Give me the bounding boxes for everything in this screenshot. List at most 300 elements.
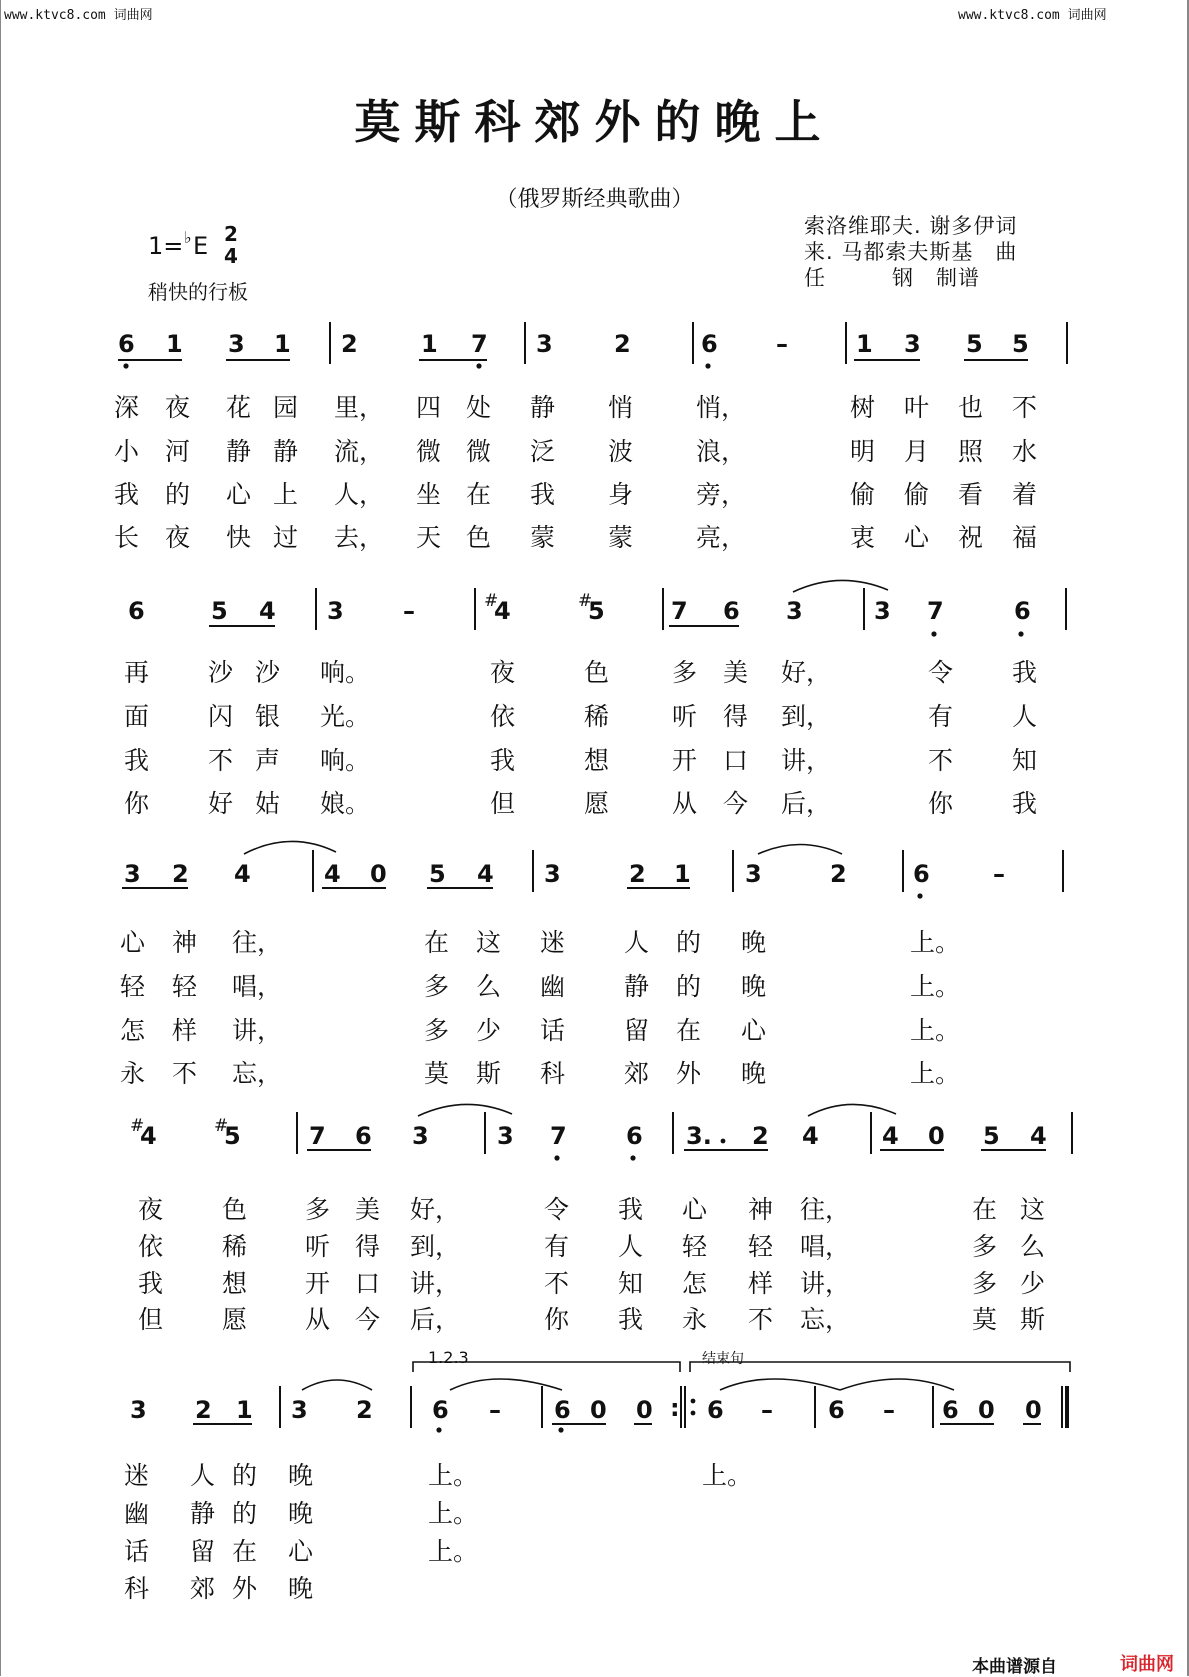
lyric: 银 bbox=[255, 702, 281, 731]
note: 4 bbox=[140, 1122, 157, 1150]
note: 2 bbox=[752, 1122, 769, 1150]
note: 4 bbox=[494, 597, 511, 625]
lyric: 轻 bbox=[682, 1232, 708, 1261]
note: 0 bbox=[1025, 1396, 1042, 1424]
lyric: 人 bbox=[190, 1461, 216, 1490]
lyric: 愿 bbox=[222, 1305, 248, 1334]
note: 4 bbox=[324, 860, 341, 888]
lyric: 偷 bbox=[904, 480, 930, 509]
lyric: 少 bbox=[476, 1016, 502, 1045]
note: 0 bbox=[370, 860, 387, 888]
lyric: 晚 bbox=[288, 1461, 314, 1490]
lyric: 迷 bbox=[124, 1461, 150, 1490]
lyric: 在 bbox=[466, 480, 492, 509]
lyric: 心 bbox=[904, 523, 930, 552]
lyric: 美 bbox=[723, 658, 749, 687]
lyric: 外 bbox=[676, 1059, 702, 1088]
lyric: 不 bbox=[1012, 393, 1038, 422]
lyric: 在 bbox=[972, 1195, 998, 1224]
lyric: 我 bbox=[1012, 658, 1038, 687]
note: – bbox=[761, 1396, 773, 1424]
lyric: 后， bbox=[410, 1305, 461, 1334]
lyric: 四 bbox=[416, 393, 442, 422]
lyric: 沙 bbox=[255, 658, 281, 687]
lyric: 唱， bbox=[800, 1232, 851, 1261]
note: 3 bbox=[327, 597, 344, 625]
lyric: 多 bbox=[424, 972, 450, 1001]
lyric: 讲， bbox=[800, 1269, 851, 1298]
lyric: 晚 bbox=[288, 1574, 314, 1603]
note: 7 bbox=[550, 1122, 567, 1150]
lyric: 令 bbox=[928, 658, 954, 687]
repeat-dots: : bbox=[670, 1394, 680, 1422]
lyric: 往， bbox=[800, 1195, 851, 1224]
lyric: 但 bbox=[138, 1305, 164, 1334]
lyric: 讲， bbox=[781, 746, 832, 775]
note: 6 bbox=[828, 1396, 845, 1424]
lyric: 科 bbox=[540, 1059, 566, 1088]
lyric: 得 bbox=[723, 702, 749, 731]
lyric: 到， bbox=[410, 1232, 461, 1261]
time-denominator: 4 bbox=[224, 244, 238, 268]
lyric: 么 bbox=[1020, 1232, 1046, 1261]
sharp-sign: # bbox=[130, 1116, 145, 1136]
lyric: 你 bbox=[544, 1305, 570, 1334]
lyric: 依 bbox=[138, 1232, 164, 1261]
note: 6 bbox=[701, 330, 718, 358]
lyric: 色 bbox=[584, 658, 610, 687]
lyric: 光。 bbox=[320, 702, 371, 731]
note: 0 bbox=[636, 1396, 653, 1424]
lyric: 上。 bbox=[910, 1016, 961, 1045]
note: 5 bbox=[983, 1122, 1000, 1150]
lyric: 树 bbox=[850, 393, 876, 422]
lyric: 科 bbox=[124, 1574, 150, 1603]
lyric: 微 bbox=[416, 437, 442, 466]
note: 5 bbox=[966, 330, 983, 358]
lyric: 郊 bbox=[190, 1574, 216, 1603]
lyric: 不 bbox=[748, 1305, 774, 1334]
lyric: 我 bbox=[124, 746, 150, 775]
lyric: 天 bbox=[416, 523, 442, 552]
lyric: 快 bbox=[226, 523, 252, 552]
lyric: 心 bbox=[288, 1537, 314, 1566]
lyric: 少 bbox=[1020, 1269, 1046, 1298]
lyric: 上。 bbox=[910, 928, 961, 957]
lyric: 这 bbox=[1020, 1195, 1046, 1224]
lyric: 不 bbox=[928, 746, 954, 775]
note: 5 bbox=[211, 597, 228, 625]
lyric: 知 bbox=[618, 1269, 644, 1298]
lyric: 我 bbox=[530, 480, 556, 509]
lyric: 斯 bbox=[476, 1059, 502, 1088]
lyric: 样 bbox=[172, 1016, 198, 1045]
lyric: 心 bbox=[682, 1195, 708, 1224]
lyric: 娘。 bbox=[320, 789, 371, 818]
lyric: 我 bbox=[138, 1269, 164, 1298]
lyric: 流， bbox=[334, 437, 385, 466]
lyric: 稀 bbox=[222, 1232, 248, 1261]
lyric: 但 bbox=[490, 789, 516, 818]
note: 4 bbox=[477, 860, 494, 888]
lyric: 的 bbox=[676, 972, 702, 1001]
sharp-sign: # bbox=[484, 591, 499, 611]
lyric: 波 bbox=[608, 437, 634, 466]
note: 3 bbox=[412, 1122, 429, 1150]
lyric: 有 bbox=[928, 702, 954, 731]
note: 6 bbox=[128, 597, 145, 625]
note: 3 bbox=[786, 597, 803, 625]
lyric: 明 bbox=[850, 437, 876, 466]
lyric: 小 bbox=[114, 437, 140, 466]
note: 1 bbox=[236, 1396, 253, 1424]
volta-first-ending-label: 1.2.3 bbox=[428, 1348, 469, 1367]
lyric: 好， bbox=[781, 658, 832, 687]
lyric: 你 bbox=[124, 789, 150, 818]
lyric: 闪 bbox=[208, 702, 234, 731]
barlines bbox=[280, 322, 1072, 1428]
lyric: 神 bbox=[748, 1195, 774, 1224]
note: 3 bbox=[904, 330, 921, 358]
lyric: 听 bbox=[305, 1232, 331, 1261]
lyric: 上 bbox=[273, 480, 299, 509]
note: 2 bbox=[614, 330, 631, 358]
time-numerator: 2 bbox=[224, 222, 238, 246]
lyric: 郊 bbox=[624, 1059, 650, 1088]
note: 4 bbox=[1030, 1122, 1047, 1150]
note: 4 bbox=[802, 1122, 819, 1150]
lyric: 永 bbox=[120, 1059, 146, 1088]
lyric: 的 bbox=[232, 1461, 258, 1490]
octave-dots bbox=[123, 363, 1023, 1432]
lyric: 多 bbox=[305, 1195, 331, 1224]
note: 0 bbox=[928, 1122, 945, 1150]
lyric: 怎 bbox=[682, 1269, 708, 1298]
note: 2 bbox=[341, 330, 358, 358]
sharp-sign: # bbox=[578, 591, 593, 611]
note: 0 bbox=[978, 1396, 995, 1424]
lyric: 晚 bbox=[741, 972, 767, 1001]
lyric: 静 bbox=[273, 437, 299, 466]
note: 6 bbox=[913, 860, 930, 888]
lyric: 上。 bbox=[702, 1461, 753, 1490]
note: – bbox=[993, 860, 1005, 888]
note: 6 bbox=[554, 1396, 571, 1424]
lyric: 今 bbox=[355, 1305, 381, 1334]
sharp-sign: # bbox=[214, 1116, 229, 1136]
note: 1 bbox=[166, 330, 183, 358]
note: 3 bbox=[291, 1396, 308, 1424]
note: 4 bbox=[259, 597, 276, 625]
note: 2 bbox=[172, 860, 189, 888]
lyric: 轻 bbox=[748, 1232, 774, 1261]
note: 3 bbox=[874, 597, 891, 625]
lyric: 斯 bbox=[1020, 1305, 1046, 1334]
song-subtitle: （俄罗斯经典歌曲） bbox=[495, 187, 694, 212]
note: 3 bbox=[536, 330, 553, 358]
lyric: 多 bbox=[972, 1232, 998, 1261]
lyric: 水 bbox=[1012, 437, 1038, 466]
eighth-note-underlines bbox=[118, 360, 1046, 1424]
lyric: 神 bbox=[172, 928, 198, 957]
note: 5 bbox=[588, 597, 605, 625]
lyric: 处 bbox=[466, 393, 492, 422]
lyric: 令 bbox=[544, 1195, 570, 1224]
lyric: 开 bbox=[305, 1269, 331, 1298]
lyric: 听 bbox=[672, 702, 698, 731]
lyric: 静 bbox=[530, 393, 556, 422]
lyric: 我 bbox=[490, 746, 516, 775]
lyric: 留 bbox=[190, 1537, 216, 1566]
lyric: 悄， bbox=[696, 393, 747, 422]
lyric: 开 bbox=[672, 746, 698, 775]
note: 1 bbox=[856, 330, 873, 358]
lyric: 不 bbox=[208, 746, 234, 775]
lyric: 幽 bbox=[540, 972, 566, 1001]
lyric: 着 bbox=[1012, 480, 1038, 509]
note: 6 bbox=[432, 1396, 449, 1424]
note: 3 bbox=[228, 330, 245, 358]
lyric: 的 bbox=[165, 480, 191, 509]
lyric: 看 bbox=[958, 480, 984, 509]
lyric: 你 bbox=[928, 789, 954, 818]
lyric: 忘， bbox=[232, 1059, 283, 1088]
lyric: 人 bbox=[624, 928, 650, 957]
lyric: 样 bbox=[748, 1269, 774, 1298]
lyric: 叶 bbox=[904, 393, 930, 422]
lyric: 微 bbox=[466, 437, 492, 466]
lyric: 过 bbox=[273, 523, 299, 552]
lyric: 上。 bbox=[910, 1059, 961, 1088]
lyric: 衷 bbox=[850, 523, 876, 552]
lyric: 迷 bbox=[540, 928, 566, 957]
lyric: 蒙 bbox=[608, 523, 634, 552]
lyric: 偷 bbox=[850, 480, 876, 509]
lyric: 夜 bbox=[165, 523, 191, 552]
lyric: 有 bbox=[544, 1232, 570, 1261]
note: 6 bbox=[118, 330, 135, 358]
lyric: 我 bbox=[618, 1305, 644, 1334]
key-prefix: 1= bbox=[148, 232, 184, 260]
lyric: 心 bbox=[226, 480, 252, 509]
lyric: 月 bbox=[904, 437, 930, 466]
lyric: 晚 bbox=[741, 1059, 767, 1088]
lyric: 夜 bbox=[165, 393, 191, 422]
credit-composer: 来. 马都索夫斯基 曲 bbox=[804, 240, 1018, 264]
lyric: 口 bbox=[355, 1269, 381, 1298]
credit-arranger: 任 钢 制谱 bbox=[804, 266, 980, 290]
lyric: 人 bbox=[618, 1232, 644, 1261]
lyric: 轻 bbox=[172, 972, 198, 1001]
key-letter: E bbox=[193, 232, 209, 260]
lyric: 永 bbox=[682, 1305, 708, 1334]
lyric: 在 bbox=[424, 928, 450, 957]
note: 5 bbox=[429, 860, 446, 888]
lyric: 知 bbox=[1012, 746, 1038, 775]
note: – bbox=[489, 1396, 501, 1424]
lyric: 姑 bbox=[255, 789, 281, 818]
note: 1 bbox=[421, 330, 438, 358]
lyric: 愿 bbox=[584, 789, 610, 818]
lyric: 再 bbox=[124, 658, 150, 687]
lyric: 口 bbox=[723, 746, 749, 775]
lyric: 静 bbox=[226, 437, 252, 466]
lyric: 里， bbox=[334, 393, 385, 422]
note: – bbox=[403, 597, 415, 625]
lyric: 在 bbox=[676, 1016, 702, 1045]
lyric: 人 bbox=[1012, 702, 1038, 731]
note: 5 bbox=[224, 1122, 241, 1150]
lyric: 心 bbox=[120, 928, 146, 957]
lyric: 亮， bbox=[696, 523, 747, 552]
lyric: 色 bbox=[466, 523, 492, 552]
note: 7 bbox=[471, 330, 488, 358]
lyric: 悄 bbox=[608, 393, 634, 422]
lyric: 深 bbox=[114, 393, 140, 422]
lyric: 往， bbox=[232, 928, 283, 957]
note: 6 bbox=[1014, 597, 1031, 625]
lyric: 不 bbox=[172, 1059, 198, 1088]
lyric: 静 bbox=[190, 1499, 216, 1528]
slurs-and-ties bbox=[244, 580, 954, 1390]
lyric: 沙 bbox=[208, 658, 234, 687]
note: 4 bbox=[234, 860, 251, 888]
lyric: 美 bbox=[355, 1195, 381, 1224]
note: 3 bbox=[497, 1122, 514, 1150]
note: 7 bbox=[671, 597, 688, 625]
note: 3 bbox=[544, 860, 561, 888]
lyric: 多 bbox=[972, 1269, 998, 1298]
lyric: 夜 bbox=[138, 1195, 164, 1224]
lyric: 上。 bbox=[428, 1461, 479, 1490]
header-site-left: www.ktvc8.com 词曲网 bbox=[4, 8, 153, 23]
lyric: 去， bbox=[334, 523, 385, 552]
credit-lyricist: 索洛维耶夫. 谢多伊词 bbox=[804, 214, 1018, 238]
lyric: 我 bbox=[618, 1195, 644, 1224]
lyric: 得 bbox=[355, 1232, 381, 1261]
lyric: 色 bbox=[222, 1195, 248, 1224]
footer-source: 本曲谱源自 bbox=[972, 1657, 1057, 1677]
lyric: 花 bbox=[226, 393, 252, 422]
lyric: 晚 bbox=[288, 1499, 314, 1528]
lyric: 照 bbox=[958, 437, 984, 466]
lyric: 蒙 bbox=[530, 523, 556, 552]
lyric: 响。 bbox=[320, 658, 371, 687]
lyric: 的 bbox=[676, 928, 702, 957]
lyric: 讲， bbox=[232, 1016, 283, 1045]
lyric: 心 bbox=[741, 1016, 767, 1045]
lyric: 么 bbox=[476, 972, 502, 1001]
lyric: 想 bbox=[584, 746, 610, 775]
lyric: 这 bbox=[476, 928, 502, 957]
lyric: 莫 bbox=[424, 1059, 450, 1088]
volta-brackets bbox=[413, 1362, 1070, 1372]
note: 3 bbox=[124, 860, 141, 888]
lyric: 上。 bbox=[910, 972, 961, 1001]
lyric: 上。 bbox=[428, 1537, 479, 1566]
lyric: 旁， bbox=[696, 480, 747, 509]
lyric: 河 bbox=[165, 437, 191, 466]
lyric: 外 bbox=[232, 1574, 258, 1603]
lyric: 依 bbox=[490, 702, 516, 731]
note: 0 bbox=[590, 1396, 607, 1424]
tempo-marking: 稍快的行板 bbox=[148, 280, 248, 304]
note: 3 bbox=[130, 1396, 147, 1424]
lyric: 话 bbox=[540, 1016, 566, 1045]
note: 6 bbox=[942, 1396, 959, 1424]
lyric: 留 bbox=[624, 1016, 650, 1045]
lyric: 的 bbox=[232, 1499, 258, 1528]
note: 2 bbox=[629, 860, 646, 888]
lyric: 人， bbox=[334, 480, 385, 509]
note: 4 bbox=[882, 1122, 899, 1150]
lyric: 福 bbox=[1012, 523, 1038, 552]
lyric: 今 bbox=[723, 789, 749, 818]
note: 1 bbox=[674, 860, 691, 888]
note: 7 bbox=[309, 1122, 326, 1150]
note: 2 bbox=[195, 1396, 212, 1424]
lyric: 身 bbox=[608, 480, 634, 509]
note: 6 bbox=[707, 1396, 724, 1424]
header-site-right: www.ktvc8.com 词曲网 bbox=[958, 8, 1107, 23]
note: – bbox=[883, 1396, 895, 1424]
note: 6 bbox=[723, 597, 740, 625]
lyric: 多 bbox=[672, 658, 698, 687]
lyric: 园 bbox=[273, 393, 299, 422]
lyric: 晚 bbox=[741, 928, 767, 957]
note: 6 bbox=[626, 1122, 643, 1150]
lyric: 泛 bbox=[530, 437, 556, 466]
footer-site-link[interactable]: 词曲网 bbox=[1120, 1654, 1174, 1675]
note: 7 bbox=[927, 597, 944, 625]
lyric: 好， bbox=[410, 1195, 461, 1224]
lyric: 在 bbox=[232, 1537, 258, 1566]
lyric: 响。 bbox=[320, 746, 371, 775]
lyric: 多 bbox=[424, 1016, 450, 1045]
lyric: 也 bbox=[958, 393, 984, 422]
lyric: 唱， bbox=[232, 972, 283, 1001]
note: 6 bbox=[355, 1122, 372, 1150]
volta-final-ending-label: 结束句 bbox=[702, 1351, 744, 1367]
note: 5 bbox=[1012, 330, 1029, 358]
lyric: 轻 bbox=[120, 972, 146, 1001]
lyric: 怎 bbox=[120, 1016, 146, 1045]
lyric: 稀 bbox=[584, 702, 610, 731]
lyric: 从 bbox=[305, 1305, 331, 1334]
lyric: 我 bbox=[114, 480, 140, 509]
lyric: 想 bbox=[222, 1269, 248, 1298]
note: 1 bbox=[274, 330, 291, 358]
lyric: 莫 bbox=[972, 1305, 998, 1334]
lyric: 夜 bbox=[490, 658, 516, 687]
lyric: 幽 bbox=[124, 1499, 150, 1528]
note: 3 bbox=[745, 860, 762, 888]
note: 2 bbox=[356, 1396, 373, 1424]
lyric: 好 bbox=[208, 789, 234, 818]
lyric: 不 bbox=[544, 1269, 570, 1298]
note: 3. bbox=[686, 1122, 712, 1150]
lyric: 上。 bbox=[428, 1499, 479, 1528]
lyric: 祝 bbox=[958, 523, 984, 552]
lyric: 浪， bbox=[696, 437, 747, 466]
lyric: 到， bbox=[781, 702, 832, 731]
note: – bbox=[776, 330, 788, 358]
key-flat: ♭ bbox=[184, 228, 192, 247]
lyric: 我 bbox=[1012, 789, 1038, 818]
lyric: 面 bbox=[124, 702, 150, 731]
lyric: 后， bbox=[781, 789, 832, 818]
lyric: 从 bbox=[672, 789, 698, 818]
